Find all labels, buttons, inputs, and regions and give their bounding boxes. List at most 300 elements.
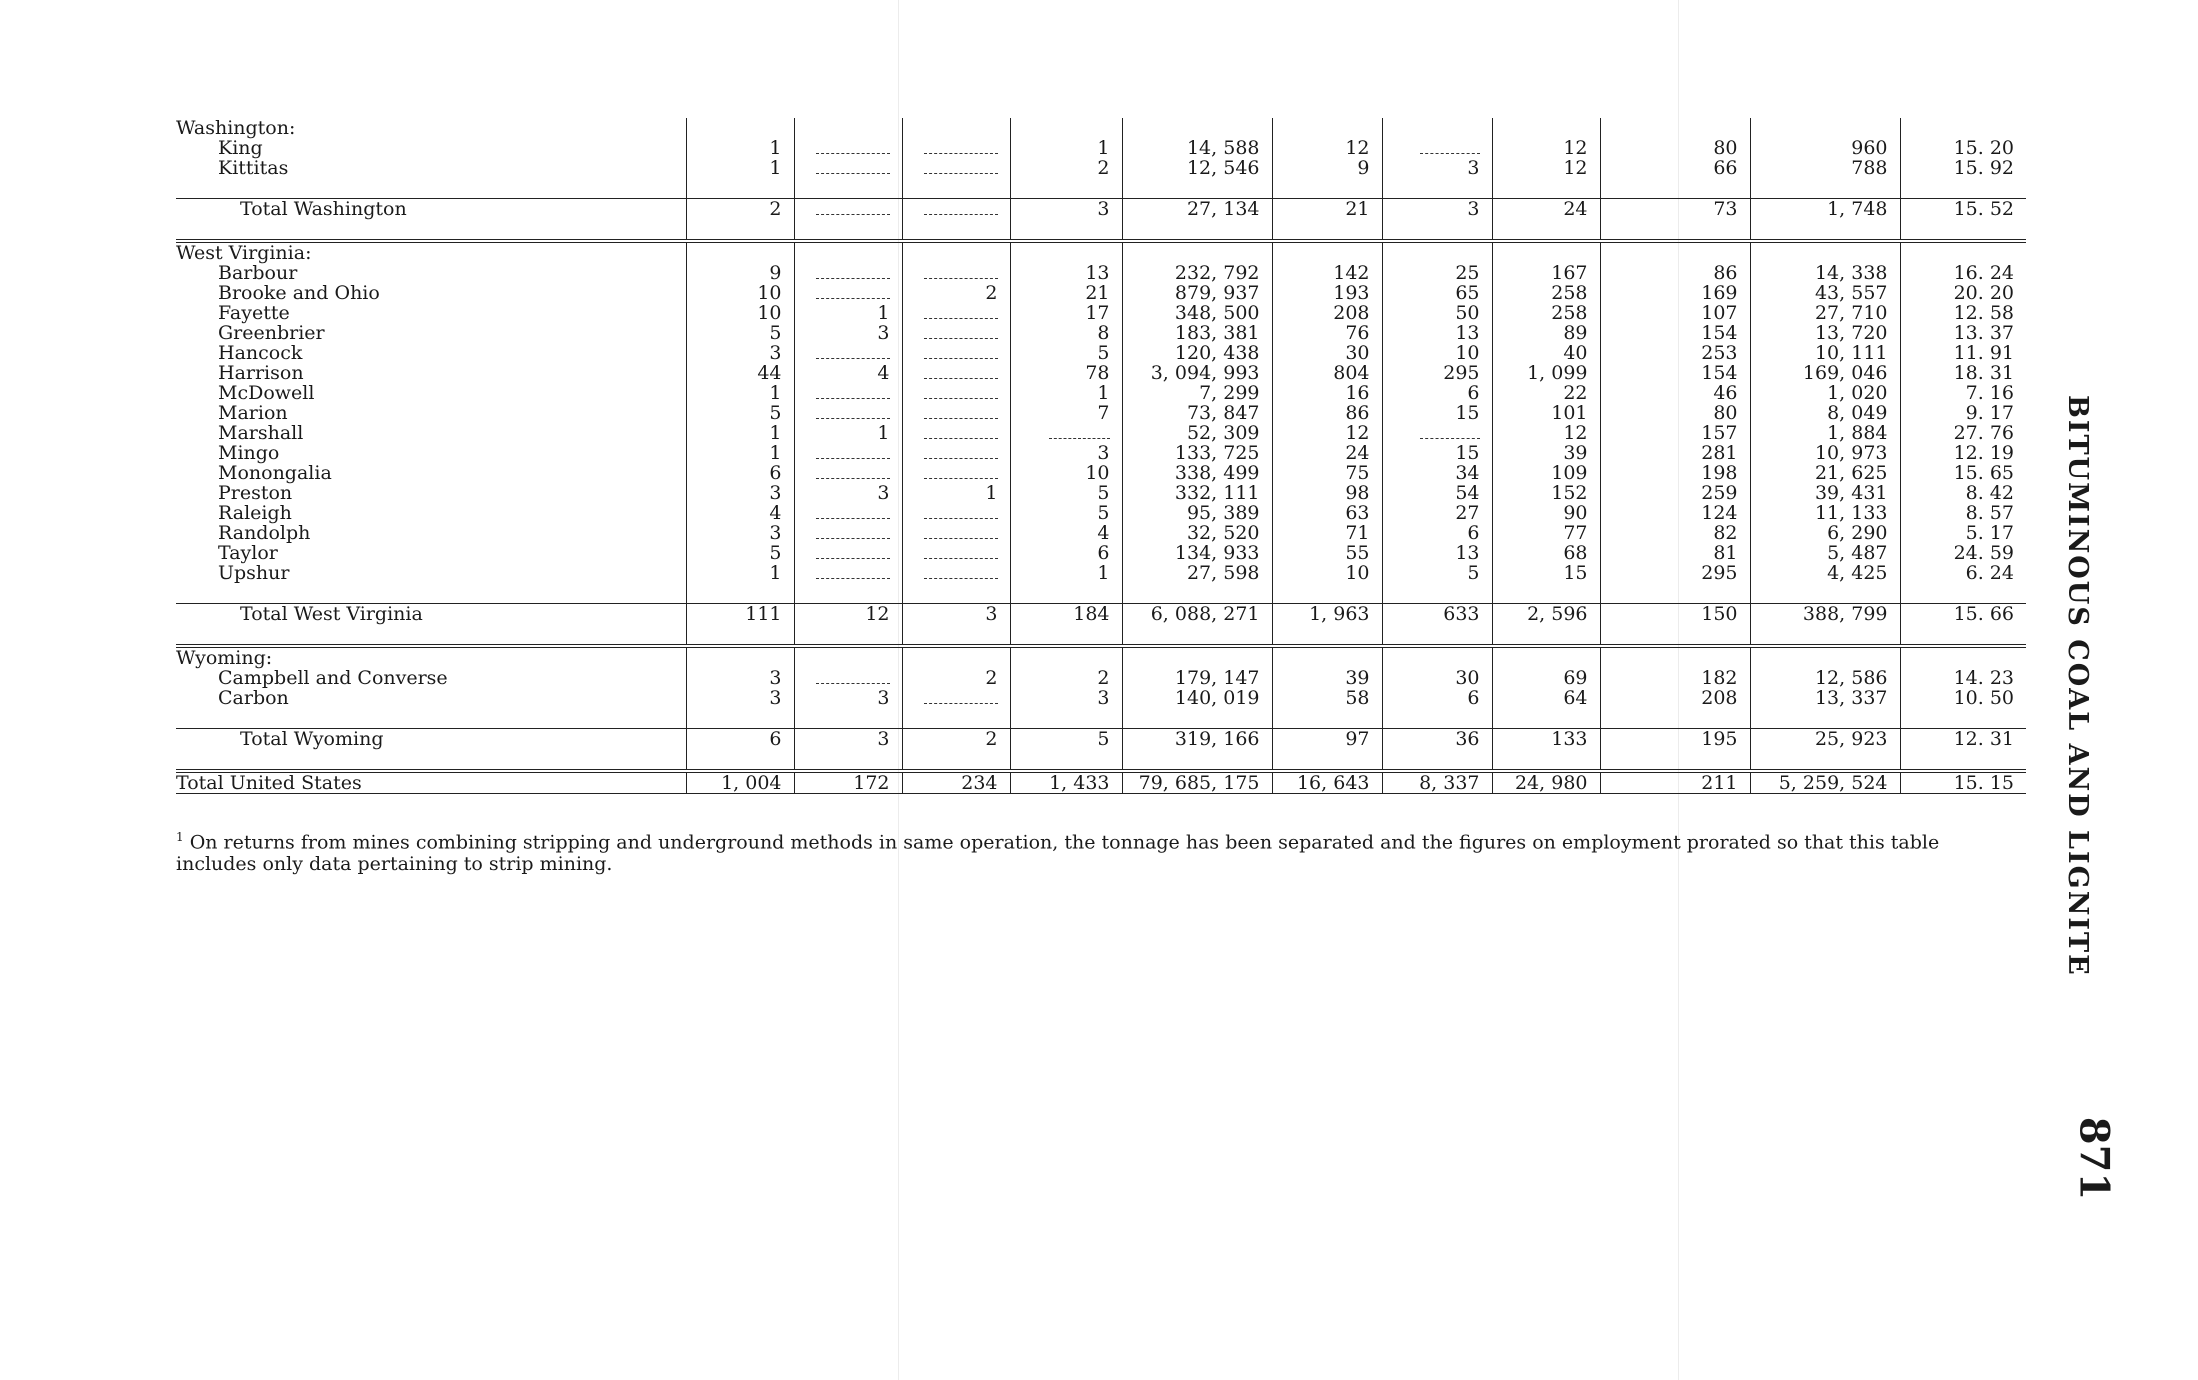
- table-cell: 169, 046: [1750, 363, 1900, 383]
- table-cell: 179, 147: [1122, 668, 1272, 688]
- table-cell: 46: [1600, 383, 1750, 403]
- total-row: [176, 604, 2026, 625]
- table-cell: 10: [1272, 563, 1382, 583]
- table-cell: 253: [1600, 343, 1750, 363]
- table-cell: [902, 199, 1010, 220]
- table-cell: 633: [1382, 604, 1492, 625]
- table-cell: 5: [1382, 563, 1492, 583]
- table-cell: 24: [1272, 443, 1382, 463]
- blank-dash: [924, 204, 997, 215]
- table-cell: 2: [902, 729, 1010, 750]
- spacer-cell: [794, 118, 902, 138]
- table-cell: 234: [902, 771, 1010, 794]
- table-cell: 1: [794, 423, 902, 443]
- spacer-cell: [1492, 624, 1600, 646]
- table-cell: 27, 598: [1122, 563, 1272, 583]
- table-cell: 21: [1010, 283, 1122, 303]
- table-cell: 16: [1272, 383, 1382, 403]
- table-cell: [902, 523, 1010, 543]
- table-cell: 348, 500: [1122, 303, 1272, 323]
- spacer-cell: [902, 646, 1010, 668]
- blank-dash: [1420, 428, 1480, 439]
- spacer-cell: [1382, 583, 1492, 604]
- spacer-cell: [686, 241, 794, 263]
- spacer-cell: [1750, 241, 1900, 263]
- table-cell: [794, 343, 902, 363]
- table-cell: 1: [1010, 138, 1122, 158]
- spacer-cell: [686, 178, 794, 199]
- table-cell: 5: [686, 323, 794, 343]
- table-cell: 111: [686, 604, 794, 625]
- row-label: Total West Virginia: [176, 604, 686, 625]
- table-cell: 1, 748: [1750, 199, 1900, 220]
- table-cell: 3: [1382, 199, 1492, 220]
- row-label: Mingo: [218, 442, 280, 464]
- spacer-cell: [1122, 583, 1272, 604]
- table-cell: 39: [1272, 668, 1382, 688]
- spacer-cell: [686, 646, 794, 668]
- spacer-cell: [1122, 624, 1272, 646]
- table-cell: 27: [1382, 503, 1492, 523]
- table-cell: 6, 088, 271: [1122, 604, 1272, 625]
- table-cell: 3: [1010, 199, 1122, 220]
- table-cell: 3: [1382, 158, 1492, 178]
- table-cell: 95, 389: [1122, 503, 1272, 523]
- table-cell: [794, 668, 902, 688]
- blank-dash: [924, 428, 997, 439]
- spacer-cell: [686, 708, 794, 729]
- spacer-cell: [794, 708, 902, 729]
- spacer-cell: [794, 646, 902, 668]
- table-cell: 1: [1010, 383, 1122, 403]
- table-cell: [794, 403, 902, 423]
- spacer-cell: [1272, 749, 1382, 771]
- spacer-cell: [1900, 178, 2026, 199]
- blank-dash: [816, 548, 889, 559]
- spacer-cell: [1750, 749, 1900, 771]
- table-cell: 9: [1272, 158, 1382, 178]
- spacer-cell: [1492, 646, 1600, 668]
- table-cell: 12, 586: [1750, 668, 1900, 688]
- spacer-cell: [1750, 708, 1900, 729]
- state-heading: Wyoming:: [176, 647, 273, 669]
- table-cell: 8. 42: [1900, 483, 2026, 503]
- blank-dash: [924, 548, 997, 559]
- table-cell: 25, 923: [1750, 729, 1900, 750]
- table-cell: 34: [1382, 463, 1492, 483]
- spacer-cell: [1600, 708, 1750, 729]
- spacer-cell: [902, 241, 1010, 263]
- table-cell: [794, 563, 902, 583]
- spacer-cell: [1600, 118, 1750, 138]
- table-cell: 81: [1600, 543, 1750, 563]
- spacer-cell: [902, 749, 1010, 771]
- table-row: [176, 563, 2026, 583]
- table-cell: 36: [1382, 729, 1492, 750]
- table-cell: 5: [1010, 503, 1122, 523]
- blank-dash: [924, 348, 997, 359]
- table-cell: 258: [1492, 283, 1600, 303]
- table-cell: 12, 546: [1122, 158, 1272, 178]
- blank-dash: [816, 268, 889, 279]
- spacer-cell: [1272, 118, 1382, 138]
- table-cell: 10: [686, 303, 794, 323]
- spacer-cell: [1272, 219, 1382, 241]
- table-cell: 7, 299: [1122, 383, 1272, 403]
- blank-dash: [816, 468, 889, 479]
- table-cell: 27, 134: [1122, 199, 1272, 220]
- table-cell: 5: [1010, 483, 1122, 503]
- table-cell: [1382, 138, 1492, 158]
- table-cell: 10, 973: [1750, 443, 1900, 463]
- row-label: Randolph: [218, 522, 311, 544]
- table-cell: 6: [1382, 688, 1492, 708]
- table-cell: 39, 431: [1750, 483, 1900, 503]
- row-label: Kittitas: [218, 157, 289, 179]
- table-cell: 140, 019: [1122, 688, 1272, 708]
- table-cell: 86: [1600, 263, 1750, 283]
- table-cell: 3: [686, 483, 794, 503]
- table-row: [176, 523, 2026, 543]
- table-cell: 133, 725: [1122, 443, 1272, 463]
- state-heading-row: [176, 118, 2026, 138]
- table-cell: 107: [1600, 303, 1750, 323]
- table-cell: 3: [902, 604, 1010, 625]
- table-cell: 1: [794, 303, 902, 323]
- row-label: Harrison: [218, 362, 304, 384]
- table-cell: 2: [902, 283, 1010, 303]
- spacer-cell: [902, 708, 1010, 729]
- table-cell: 1, 099: [1492, 363, 1600, 383]
- table-cell: 1, 884: [1750, 423, 1900, 443]
- spacer-cell: [1900, 708, 2026, 729]
- table-cell: 5, 487: [1750, 543, 1900, 563]
- table-cell: 13, 337: [1750, 688, 1900, 708]
- table-cell: [794, 199, 902, 220]
- spacer-cell: [1122, 178, 1272, 199]
- table-cell: [794, 463, 902, 483]
- blank-dash: [816, 508, 889, 519]
- spacer-cell: [176, 178, 686, 199]
- row-label: Preston: [218, 482, 293, 504]
- table-cell: 124: [1600, 503, 1750, 523]
- running-title: BITUMINOUS COAL AND LIGNITE: [2062, 395, 2093, 977]
- table-cell: 73: [1600, 199, 1750, 220]
- table-cell: 24. 59: [1900, 543, 2026, 563]
- spacer-cell: [1600, 624, 1750, 646]
- table-cell: 6: [1010, 543, 1122, 563]
- table-cell: 7: [1010, 403, 1122, 423]
- spacer-cell: [794, 583, 902, 604]
- table-cell: 12: [1272, 423, 1382, 443]
- table-cell: 14, 588: [1122, 138, 1272, 158]
- table-row: [176, 463, 2026, 483]
- table-cell: 12. 58: [1900, 303, 2026, 323]
- table-cell: 1: [686, 443, 794, 463]
- spacer-cell: [176, 749, 686, 771]
- spacer-cell: [1600, 178, 1750, 199]
- row-label: Fayette: [218, 302, 290, 324]
- row-label: Brooke and Ohio: [218, 282, 380, 304]
- spacer-cell: [1382, 241, 1492, 263]
- spacer-cell: [1492, 219, 1600, 241]
- spacer-cell: [1750, 219, 1900, 241]
- spacer-cell: [1600, 749, 1750, 771]
- spacer-row: [176, 583, 2026, 604]
- table-cell: 183, 381: [1122, 323, 1272, 343]
- table-cell: [1382, 423, 1492, 443]
- spacer-cell: [1382, 118, 1492, 138]
- table-cell: 10: [1010, 463, 1122, 483]
- table-cell: [902, 303, 1010, 323]
- table-cell: 1: [1010, 563, 1122, 583]
- spacer-cell: [1600, 583, 1750, 604]
- spacer-cell: [1382, 708, 1492, 729]
- table-cell: 15. 20: [1900, 138, 2026, 158]
- table-cell: 150: [1600, 604, 1750, 625]
- table-row: [176, 363, 2026, 383]
- spacer-cell: [1010, 178, 1122, 199]
- spacer-cell: [902, 624, 1010, 646]
- blank-dash: [816, 143, 889, 154]
- spacer-cell: [1272, 624, 1382, 646]
- spacer-cell: [1900, 749, 2026, 771]
- table-cell: 8: [1010, 323, 1122, 343]
- table-cell: 15. 15: [1900, 771, 2026, 794]
- spacer-cell: [1122, 241, 1272, 263]
- spacer-cell: [794, 178, 902, 199]
- table-cell: 2: [686, 199, 794, 220]
- row-label: Marion: [218, 402, 288, 424]
- table-cell: 182: [1600, 668, 1750, 688]
- row-label: Monongalia: [218, 462, 332, 484]
- blank-dash: [924, 568, 997, 579]
- table-cell: 1: [686, 158, 794, 178]
- table-cell: 11, 133: [1750, 503, 1900, 523]
- blank-dash: [924, 368, 997, 379]
- table-cell: 15. 65: [1900, 463, 2026, 483]
- blank-dash: [924, 163, 997, 174]
- table-cell: 8, 337: [1382, 771, 1492, 794]
- table-cell: 1: [902, 483, 1010, 503]
- footnote-mark: 1: [176, 830, 184, 844]
- table-cell: 20. 20: [1900, 283, 2026, 303]
- table-cell: 71: [1272, 523, 1382, 543]
- table-cell: 12: [1272, 138, 1382, 158]
- table-cell: 76: [1272, 323, 1382, 343]
- row-label: Total Wyoming: [176, 729, 686, 750]
- table-cell: 86: [1272, 403, 1382, 423]
- spacer-cell: [1750, 583, 1900, 604]
- table-cell: 27. 76: [1900, 423, 2026, 443]
- table-cell: 157: [1600, 423, 1750, 443]
- double-rule-row: [176, 219, 2026, 241]
- spacer-cell: [1900, 646, 2026, 668]
- table-cell: 6. 24: [1900, 563, 2026, 583]
- state-heading-row: [176, 646, 2026, 668]
- table-row: [176, 443, 2026, 463]
- spacer-cell: [1010, 118, 1122, 138]
- table-cell: 90: [1492, 503, 1600, 523]
- blank-dash: [1049, 428, 1110, 439]
- table-row: [176, 543, 2026, 563]
- table-cell: 208: [1600, 688, 1750, 708]
- table-cell: 169: [1600, 283, 1750, 303]
- table-row: [176, 423, 2026, 443]
- spacer-cell: [176, 624, 686, 646]
- spacer-cell: [902, 118, 1010, 138]
- table-cell: 69: [1492, 668, 1600, 688]
- table-cell: 98: [1272, 483, 1382, 503]
- row-label: King: [218, 137, 263, 159]
- table-cell: 1, 020: [1750, 383, 1900, 403]
- table-cell: 77: [1492, 523, 1600, 543]
- strip-mining-statistics-table: [176, 118, 2026, 794]
- table-cell: [902, 343, 1010, 363]
- spacer-cell: [1010, 219, 1122, 241]
- spacer-cell: [1900, 118, 2026, 138]
- table-cell: 879, 937: [1122, 283, 1272, 303]
- table-row: [176, 138, 2026, 158]
- table-cell: [902, 403, 1010, 423]
- table-cell: 9: [686, 263, 794, 283]
- table-cell: 2, 596: [1492, 604, 1600, 625]
- blank-dash: [816, 408, 889, 419]
- spacer-cell: [1272, 241, 1382, 263]
- table-cell: 3: [686, 523, 794, 543]
- blank-dash: [924, 693, 997, 704]
- spacer-row: [176, 708, 2026, 729]
- spacer-cell: [1750, 118, 1900, 138]
- table-row: [176, 343, 2026, 363]
- table-cell: 25: [1382, 263, 1492, 283]
- row-label: Campbell and Converse: [218, 667, 448, 689]
- table-cell: 7. 16: [1900, 383, 2026, 403]
- spacer-cell: [1010, 583, 1122, 604]
- spacer-cell: [1492, 583, 1600, 604]
- table-cell: 14. 23: [1900, 668, 2026, 688]
- table-cell: 5: [1010, 729, 1122, 750]
- table-cell: 15. 52: [1900, 199, 2026, 220]
- row-label: Barbour: [218, 262, 298, 284]
- table-cell: 44: [686, 363, 794, 383]
- table-cell: 21, 625: [1750, 463, 1900, 483]
- table-cell: 15: [1382, 443, 1492, 463]
- row-label: Taylor: [218, 542, 278, 564]
- blank-dash: [816, 388, 889, 399]
- footnote: [176, 826, 2016, 875]
- spacer-cell: [1382, 178, 1492, 199]
- table-row: [176, 323, 2026, 343]
- table-cell: 109: [1492, 463, 1600, 483]
- table-cell: 75: [1272, 463, 1382, 483]
- table-cell: 4, 425: [1750, 563, 1900, 583]
- table-cell: 10: [686, 283, 794, 303]
- table-cell: 388, 799: [1750, 604, 1900, 625]
- spacer-cell: [1492, 749, 1600, 771]
- table-cell: 5, 259, 524: [1750, 771, 1900, 794]
- table-cell: 10, 111: [1750, 343, 1900, 363]
- table-cell: [902, 563, 1010, 583]
- table-cell: [794, 283, 902, 303]
- table-cell: 12: [1492, 138, 1600, 158]
- table-cell: 1: [686, 383, 794, 403]
- table-cell: 193: [1272, 283, 1382, 303]
- table-cell: 208: [1272, 303, 1382, 323]
- table-cell: 4: [794, 363, 902, 383]
- table-cell: 1: [686, 138, 794, 158]
- table-cell: 27, 710: [1750, 303, 1900, 323]
- table-cell: 50: [1382, 303, 1492, 323]
- table-cell: 8, 049: [1750, 403, 1900, 423]
- row-label: Total Washington: [176, 199, 686, 220]
- table-cell: 13: [1382, 323, 1492, 343]
- blank-dash: [816, 348, 889, 359]
- table-cell: 11. 91: [1900, 343, 2026, 363]
- spacer-cell: [902, 178, 1010, 199]
- footnote-text: On returns from mines combining stripping and underground methods in same operation, the tonnage has been separated and the figures on employment prorated so that this table includes only data pertaining to strip mining.: [176, 831, 1940, 876]
- table-cell: 6: [1382, 523, 1492, 543]
- table-cell: 2: [902, 668, 1010, 688]
- table-cell: 195: [1600, 729, 1750, 750]
- table-cell: 22: [1492, 383, 1600, 403]
- spacer-cell: [1900, 219, 2026, 241]
- spacer-cell: [1900, 583, 2026, 604]
- table-cell: 6: [1382, 383, 1492, 403]
- spacer-cell: [1122, 219, 1272, 241]
- table-row: [176, 383, 2026, 403]
- spacer-cell: [686, 118, 794, 138]
- table-cell: [794, 523, 902, 543]
- table-cell: 338, 499: [1122, 463, 1272, 483]
- spacer-cell: [1272, 583, 1382, 604]
- table-cell: 2: [1010, 668, 1122, 688]
- blank-dash: [924, 143, 997, 154]
- blank-dash: [924, 528, 997, 539]
- table-cell: [902, 138, 1010, 158]
- table-cell: 12. 19: [1900, 443, 2026, 463]
- table-cell: 281: [1600, 443, 1750, 463]
- table-cell: 16, 643: [1272, 771, 1382, 794]
- table-cell: 184: [1010, 604, 1122, 625]
- table-cell: 68: [1492, 543, 1600, 563]
- table-cell: 15: [1492, 563, 1600, 583]
- total-row: [176, 729, 2026, 750]
- table-cell: 24, 980: [1492, 771, 1600, 794]
- table-cell: 66: [1600, 158, 1750, 178]
- table-row: [176, 688, 2026, 708]
- spacer-cell: [686, 624, 794, 646]
- table-cell: 3: [686, 343, 794, 363]
- table-cell: [902, 263, 1010, 283]
- table-cell: [794, 138, 902, 158]
- table-cell: 167: [1492, 263, 1600, 283]
- spacer-cell: [1010, 241, 1122, 263]
- table-cell: 17: [1010, 303, 1122, 323]
- spacer-cell: [1492, 708, 1600, 729]
- spacer-cell: [1492, 118, 1600, 138]
- table-cell: 5. 17: [1900, 523, 2026, 543]
- table-cell: [902, 443, 1010, 463]
- table-cell: [794, 263, 902, 283]
- table-cell: 97: [1272, 729, 1382, 750]
- spacer-cell: [176, 219, 686, 241]
- spacer-cell: [1010, 624, 1122, 646]
- table-cell: 78: [1010, 363, 1122, 383]
- blank-dash: [924, 408, 997, 419]
- table-cell: 120, 438: [1122, 343, 1272, 363]
- table-cell: [902, 688, 1010, 708]
